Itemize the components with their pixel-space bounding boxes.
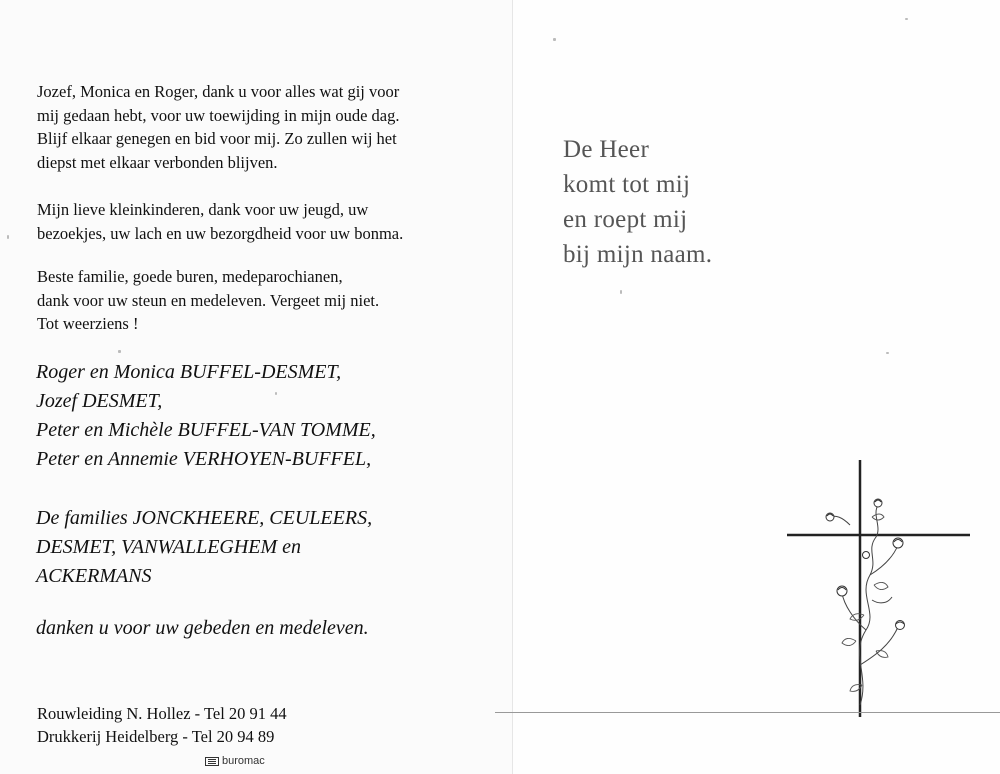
closing-thanks: danken u voor uw gebeden en medeleven. — [36, 617, 369, 639]
scripture-quote: De Heer komt tot mij en roept mij bij mijn naam. — [563, 136, 713, 268]
speck — [7, 235, 9, 239]
families-list: De families JONCKHEERE, CEULEERS, DESMET, VANWALLEGHEM en ACKERMANS — [36, 507, 373, 587]
printer-mark — [205, 755, 265, 767]
thanks-paragraph-grandchildren: Mijn lieve kleinkinderen, dank voor uw jeugd, uw bezoekjes, uw lach en uw bezorgdheid voor uw bonma. — [37, 200, 404, 243]
thanks-paragraph-community: Beste familie, goede buren, medeparochianen, dank voor uw steun en medeleven. Vergeet mij niet. Tot weerziens ! — [37, 267, 380, 333]
family-names: Roger en Monica BUFFEL-DESMET, Jozef DESMET, Peter en Michèle BUFFEL-VAN TOMME, Peter en Annemie VERHOYEN-BUFFEL, — [36, 361, 376, 470]
thanks-paragraph-family: Jozef, Monica en Roger, dank u voor alles wat gij voor mij gedaan hebt, voor uw toewijding in mijn oude dag. Blijf elkaar genegen en bid voor mij. Zo zullen wij het diepst met elkaar verbonden blijven. — [37, 82, 400, 172]
speck — [553, 38, 556, 41]
speck — [275, 392, 277, 395]
speck — [620, 290, 622, 294]
speck — [886, 352, 889, 354]
speck — [905, 18, 908, 20]
cross-with-roses-icon — [780, 455, 970, 725]
ground-line — [495, 712, 1000, 713]
speck — [118, 350, 121, 353]
credits: Rouwleiding N. Hollez - Tel 20 91 44 Drukkerij Heidelberg - Tel 20 94 89 — [37, 704, 287, 746]
printer-logo-icon — [205, 757, 219, 766]
printer-name: buromac — [222, 755, 265, 767]
